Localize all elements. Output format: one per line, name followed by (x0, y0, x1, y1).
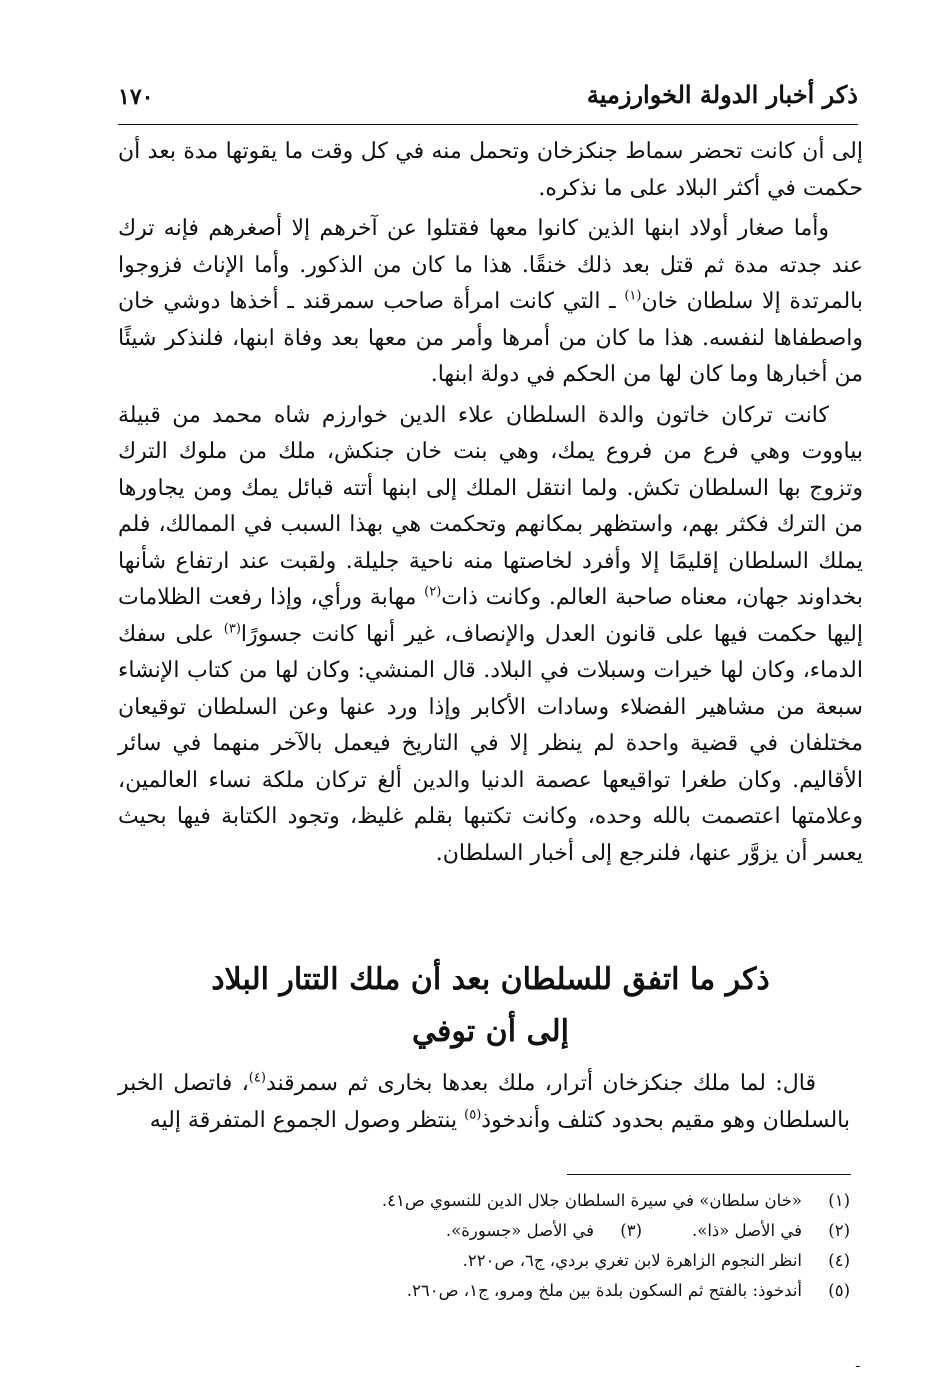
paragraph-1 (118, 134, 863, 207)
paragraph-2-text-after: ـ التي كانت امرأة صاحب سمرقند ـ أخذها دوشي خان واصطفاها لنفسه. هذا ما كان من أمرها وأمر من معها بعد وفاة ابنها، فلنذكر شيئًا من أخبارها وما كان لها من الحكم في دولة ابنها. (118, 289, 863, 387)
running-title: ذكر أخبار الدولة الخوارزمية (586, 80, 858, 109)
section-heading-line-2: إلى أن توفي (412, 1014, 569, 1049)
paragraph-3 (118, 398, 863, 873)
section-heading-line-1: ذكر ما اتفق للسلطان بعد أن ملك التتار البلاد (211, 962, 770, 997)
running-header (118, 74, 858, 125)
footnote-number: (٥) (828, 1281, 850, 1300)
footnote-number-3: (٣) (620, 1221, 642, 1240)
footnote-number: (٤) (828, 1251, 850, 1270)
footnote-ref-5: (٥) (464, 1107, 482, 1123)
footnote-divider (567, 1174, 851, 1175)
footnote-2 (200, 1216, 850, 1246)
footnote-4 (200, 1246, 850, 1276)
footnote-text: «خان سلطان» في سيرة السلطان جلال الدين للنسوي ص٤١. (381, 1191, 802, 1210)
footnotes (200, 1186, 850, 1306)
section-paragraph (118, 1066, 850, 1139)
section-body (118, 1066, 850, 1143)
section-text-2: ، فاتصل الخبر بالسلطان وهو مقيم بحدود كتلف وأندخوذ (118, 1071, 850, 1133)
footnote-ref-1: (١) (624, 288, 642, 304)
footnote-text: في الأصل «ذا». (692, 1221, 802, 1240)
footnote-ref-4: (٤) (248, 1070, 266, 1086)
footnote-number: (١) (828, 1191, 850, 1210)
margin-mark: ـ (856, 1356, 860, 1370)
footnote-text: أندخوذ: بالفتح ثم السكون بلدة بين ملخ ومرو، ج١، ص٢٦٠. (406, 1281, 802, 1300)
paragraph-2-text-before: وأما صغار أولاد ابنها الذين كانوا معها فقتلوا عن آخرهم إلا أصغرهم فإنه ترك عند جدته مدة ثم قتل بعد ذلك خنقًا. هذا ما كان من الذكور. وأما الإناث فزوجوا بالمرتدة إلا سلطان خان (118, 216, 863, 314)
footnote-number: (٢) (828, 1221, 850, 1240)
footnote-1 (200, 1186, 850, 1216)
section-heading (118, 954, 863, 1058)
paragraph-3-text-3: على سفك الدماء، وكان لها خيرات وسبلات في البلاد. قال المنشي: وكان لها من كتاب الإنشاء سبعة من مشاهير الفضلاء وسادات الأكابر وإذا ورد عنها وعن السلطان توقيعان مختلفان في قضية واحدة لم ينظر إلا في التاريخ فيعمل بالآخر منهما في سائر الأقاليم. وكان طغرا تواقيعها عصمة الدنيا والدين ألغ تركان ملكة نساء العالمين، وعلامتها اعتصمت بالله وحده، وكانت تكتبها بقلم غليظ، وتجود الكتابة فيها بحيث يعسر أن يزوَّر عنها، فلنرجع إلى أخبار السلطان. (118, 621, 863, 866)
body-text (118, 134, 863, 876)
footnote-ref-3: (٣) (223, 621, 241, 637)
paragraph-3-text-2: مهابة ورأي، وإذا رفعت الظلامات إليها حكمت فيها على قانون العدل والإنصاف، غير أنها كانت جسورًا (118, 585, 863, 647)
footnote-ref-2: (٢) (424, 584, 442, 600)
footnote-text: انظر النجوم الزاهرة لابن تغري بردي، ج٦، ص٢٢٠. (462, 1251, 802, 1270)
footnote-text-3: في الأصل «جسورة». (445, 1221, 594, 1240)
paragraph-3-text-1: كانت تركان خاتون والدة السلطان علاء الدين خوارزم شاه محمد من قبيلة بياووت وهي فرع من فروع يمك، وهي بنت خان جنكش، ملك من ملوك الترك وتزوج بها السلطان تكش. ولما انتقل الملك إلى ابنها أتته قبائل يمك ومن يجاورها من الترك فكثر بهم، واستظهر بمكانهم وتحكمت هي بهذا السبب في الممالك، فلم يملك السلطان إقليمًا إلا وأفرد لخاصتها منه ناحية جليلة. ولقبت عند ارتفاع شأنها بخداوند جهان، معناه صاحبة العالم. وكانت ذات (118, 402, 864, 610)
page-number: ١٧٠ (118, 84, 154, 110)
section-text-3: ينتظر وصول الجموع المتفرقة إليه (149, 1107, 465, 1133)
section-text-1: قال: لما ملك جنكزخان أترار، ملك بعدها بخارى ثم سمرقند (265, 1071, 816, 1096)
paragraph-2 (118, 211, 863, 394)
footnote-5 (200, 1276, 850, 1306)
paragraph-1-text: إلى أن كانت تحضر سماط جنكزخان وتحمل منه في كل وقت ما يقوتها مدة بعد أن حكمت في أكثر البلاد على ما نذكره. (118, 139, 863, 201)
